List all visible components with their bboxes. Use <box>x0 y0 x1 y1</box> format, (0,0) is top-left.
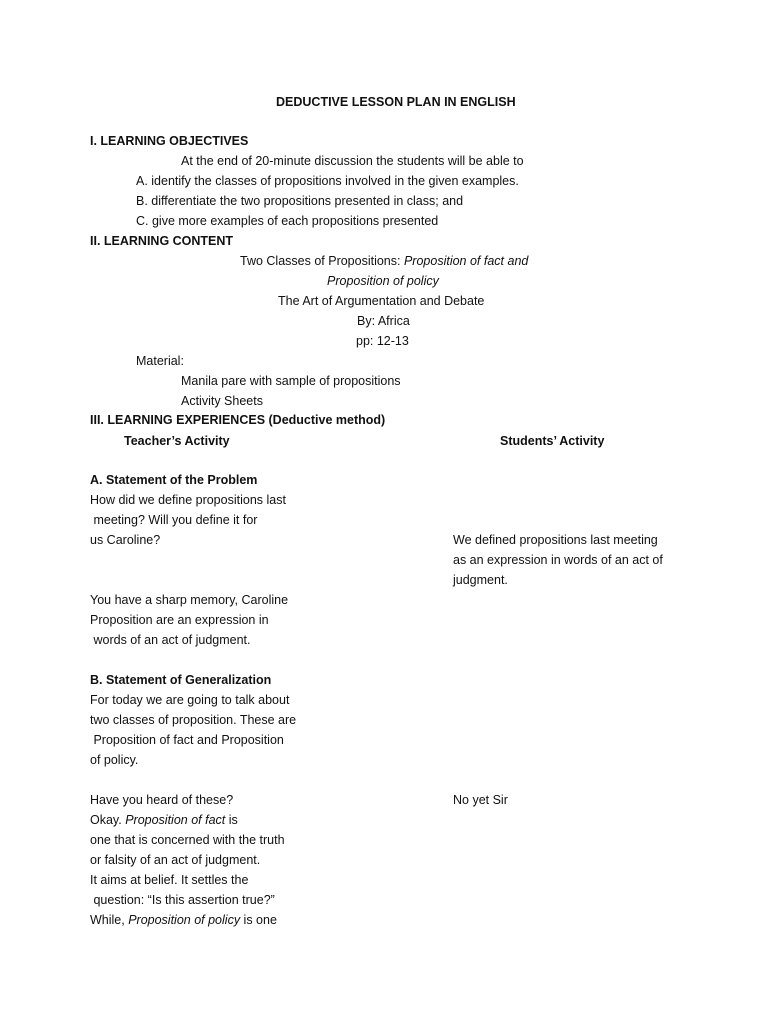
student-answer: No yet Sir <box>453 793 508 807</box>
teacher-line: For today we are going to talk about <box>90 693 290 707</box>
content-pages: pp: 12-13 <box>356 334 409 348</box>
objective-item: B. differentiate the two propositions presented in class; and <box>136 194 464 208</box>
content-book: The Art of Argumentation and Debate <box>278 294 485 308</box>
subheading-generalization: B. Statement of Generalization <box>90 673 272 687</box>
objective-item: A. identify the classes of propositions involved in the given examples. <box>136 174 519 188</box>
section-heading-experiences: III. LEARNING EXPERIENCES (Deductive method) <box>90 413 386 427</box>
while-prefix: While, <box>90 913 129 927</box>
material-item: Manila pare with sample of propositions <box>181 374 401 388</box>
content-topic-prefix: Two Classes of Propositions: <box>240 254 404 268</box>
document-title: DEDUCTIVE LESSON PLAN IN ENGLISH <box>276 95 516 109</box>
content-topic-continued: Proposition of policy <box>327 274 439 288</box>
teacher-line <box>90 812 238 828</box>
content-author: By: Africa <box>357 314 410 328</box>
teacher-line: How did we define propositions last <box>90 493 286 507</box>
okay-prefix: Okay. <box>90 813 126 827</box>
section-heading-content: II. LEARNING CONTENT <box>90 234 234 248</box>
teacher-line: Proposition are an expression in <box>90 613 269 627</box>
okay-suffix: is <box>225 813 238 827</box>
objective-item: C. give more examples of each propositions presented <box>136 214 439 228</box>
student-line: as an expression in words of an act of <box>453 553 663 567</box>
objectives-intro: At the end of 20-minute discussion the students will be able to <box>181 154 524 168</box>
teacher-line: one that is concerned with the truth <box>90 833 285 847</box>
while-suffix: is one <box>240 913 277 927</box>
teacher-question: Have you heard of these? <box>90 793 234 807</box>
teacher-line <box>90 912 277 928</box>
teacher-line: Proposition of fact and Proposition <box>90 733 284 747</box>
teacher-line: It aims at belief. It settles the <box>90 873 249 887</box>
content-topic <box>240 253 528 269</box>
student-line: We defined propositions last meeting <box>453 533 658 547</box>
content-topic-italic: Proposition of fact and <box>403 254 529 268</box>
teacher-line: question: “Is this assertion true?” <box>90 893 275 907</box>
subheading-problem: A. Statement of the Problem <box>90 473 258 487</box>
teacher-line: us Caroline? <box>90 533 161 547</box>
section-heading-objectives: I. LEARNING OBJECTIVES <box>90 134 249 148</box>
material-item: Activity Sheets <box>181 394 263 408</box>
teacher-line: meeting? Will you define it for <box>90 513 258 527</box>
student-column-heading: Students’ Activity <box>500 434 605 448</box>
teacher-line: words of an act of judgment. <box>90 633 251 647</box>
teacher-line: You have a sharp memory, Caroline <box>90 593 289 607</box>
teacher-line: or falsity of an act of judgment. <box>90 853 261 867</box>
teacher-line: of policy. <box>90 753 139 767</box>
student-line: judgment. <box>453 573 508 587</box>
proposition-of-fact-term: Proposition of fact <box>125 813 226 827</box>
proposition-of-policy-term: Proposition of policy <box>128 913 241 927</box>
teacher-column-heading: Teacher’s Activity <box>124 434 230 448</box>
material-label: Material: <box>136 354 184 368</box>
teacher-line: two classes of proposition. These are <box>90 713 297 727</box>
